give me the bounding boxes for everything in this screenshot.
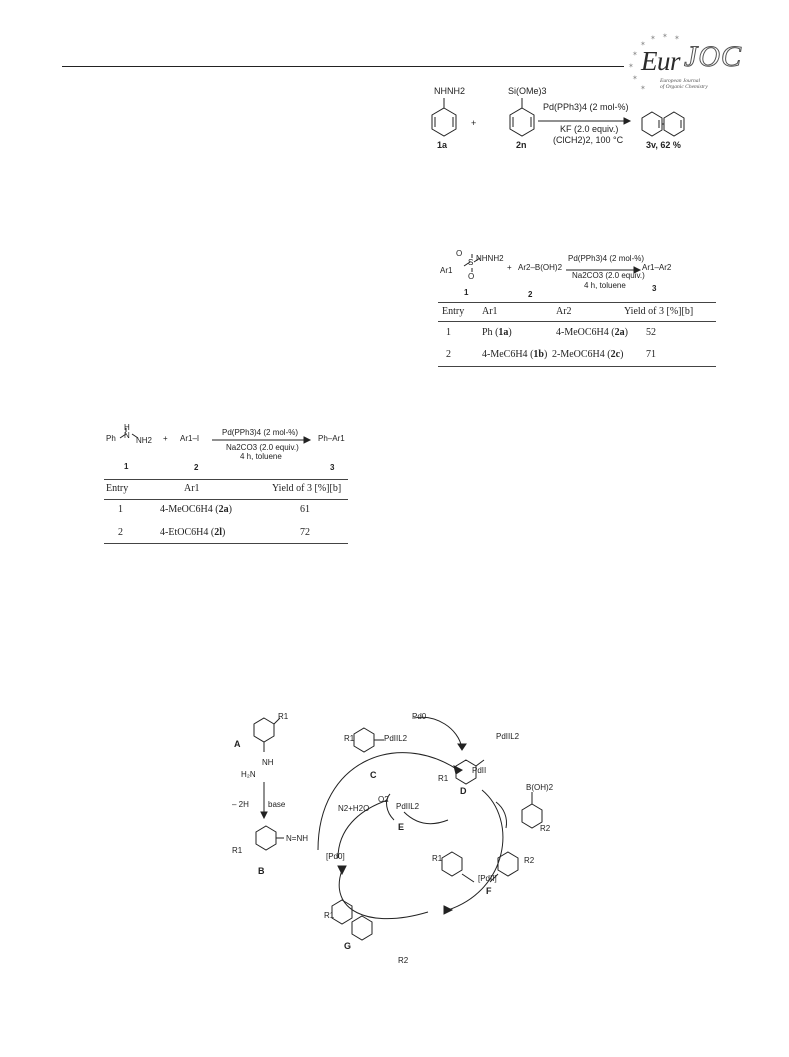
ar1-prefix: Ar1 — [440, 266, 453, 275]
pdl2-D: PdIIL2 — [496, 732, 520, 741]
compound-id-1: 1 — [464, 288, 469, 297]
benzene-ring-B — [256, 826, 284, 850]
product-label-2: Ar1–Ar2 — [642, 263, 672, 272]
biphenyl-G — [332, 900, 372, 940]
o2-label: O2 — [378, 795, 389, 804]
benzene-ring-1a — [432, 98, 456, 136]
table-cell-entry: 2 — [446, 349, 451, 360]
catalyst-label-2: Pd(PPh3)4 (2 mol-%) — [568, 254, 645, 263]
aryl-iodide-label: Ar1–I — [180, 434, 200, 443]
col-header-entry: Entry — [106, 483, 129, 494]
plus-sign-2: + — [507, 263, 512, 272]
additive-label: KF (2.0 equiv.) — [560, 124, 619, 134]
header-rule — [62, 66, 624, 67]
conditions-label-3: 4 h, toluene — [240, 452, 282, 461]
table-cell-ar1: Ph (1a) — [482, 327, 512, 338]
product-label-3: Ph–Ar1 — [318, 434, 345, 443]
label-G: G — [344, 941, 352, 951]
product-yield-label: 3v, 62 % — [646, 140, 681, 150]
r1-D: R1 — [438, 774, 449, 783]
r1-A: R1 — [278, 712, 289, 721]
base-label: base — [268, 800, 286, 809]
logo-joc: JOC — [684, 40, 742, 73]
pdl2-C: PdIIL2 — [384, 734, 408, 743]
compound-id-3: 3 — [652, 284, 657, 293]
conditions-label-2: 4 h, toluene — [584, 281, 626, 290]
r2-boronic: R2 — [540, 824, 551, 833]
plus-sign-3: + — [163, 434, 168, 443]
step-label: – 2H — [232, 800, 249, 809]
benzene-ring-C — [354, 728, 384, 752]
table-rule-top — [438, 302, 716, 303]
table-cell-yield: 61 — [300, 504, 310, 515]
compound-id-1: 1 — [124, 462, 129, 471]
label-A: A — [234, 739, 241, 749]
table-cell-entry: 1 — [118, 504, 123, 515]
table-rule-bottom — [438, 366, 716, 367]
col-header-yield: Yield of 3 [%][b] — [272, 483, 342, 494]
benzene-ring-A — [254, 718, 280, 752]
catalyst-label-3: Pd(PPh3)4 (2 mol-%) — [222, 428, 299, 437]
pdl2-E: PdIIL2 — [396, 802, 420, 811]
nh2-label: NH2 — [136, 436, 153, 445]
benzene-ring-boronic — [522, 792, 542, 828]
table-cell-entry: 2 — [118, 527, 123, 538]
label-C: C — [370, 770, 377, 780]
table-cell-entry: 1 — [446, 327, 451, 338]
r2-F: R2 — [524, 856, 535, 865]
label-E: E — [398, 822, 405, 832]
boronic-label: B(OH)2 — [526, 783, 554, 792]
reactant-2n-label: Si(OMe)3 — [508, 86, 547, 96]
compound-id-3: 3 — [330, 463, 335, 472]
pd0-label: Pd0 — [412, 712, 427, 721]
table-cell-ar1: 4-MeC6H4 (1b) — [482, 349, 548, 360]
benzene-ring-2n — [510, 98, 534, 136]
table-rule-bottom — [104, 543, 348, 544]
col-header-yield: Yield of 3 [%][b] — [624, 306, 694, 317]
azo-label: N=NH — [286, 834, 309, 843]
table-cell-yield: 72 — [300, 527, 310, 538]
sulfonyl-hydrazide-label: NHNH2 — [476, 254, 504, 263]
reactant-1a-label: NHNH2 — [434, 86, 466, 96]
logo-subtitle: European Journal of Organic Chemistry — [660, 78, 708, 90]
table-rule-mid — [104, 499, 348, 500]
biphenyl-3v — [642, 112, 684, 136]
n2h2o-label: N2+H2O — [338, 804, 370, 813]
compound-id-2n: 2n — [516, 140, 527, 150]
table-cell-ar2: 4-MeOC6H4 (2a) — [556, 327, 628, 338]
pdII-bracket-label: [PdII] — [478, 874, 497, 883]
col-header-ar2: Ar2 — [556, 306, 572, 317]
label-D: D — [460, 786, 467, 796]
table-cell-ar1: 4-MeOC6H4 (2a) — [160, 504, 232, 515]
col-header-entry: Entry — [442, 306, 465, 317]
benzene-ring-F-left — [442, 852, 462, 876]
r1-B: R1 — [232, 846, 243, 855]
logo-eur: Eur — [641, 46, 680, 76]
table-rule-mid — [438, 321, 716, 322]
base-label-3: Na2CO3 (2.0 equiv.) — [226, 443, 299, 452]
pdII-D: PdII — [472, 766, 487, 775]
catalyst-label: Pd(PPh3)4 (2 mol-%) — [543, 102, 629, 112]
table-cell-yield: 71 — [646, 349, 656, 360]
col-header-ar1: Ar1 — [482, 306, 498, 317]
phenyl-label: Ph — [106, 434, 116, 443]
solvent-label: (ClCH2)2, 100 °C — [553, 135, 624, 145]
compound-id-1a: 1a — [437, 140, 448, 150]
boronic-acid-label: Ar2–B(OH)2 — [518, 263, 563, 272]
r1-F: R1 — [432, 854, 443, 863]
table-cell-ar1: 4-EtOC6H4 (2l) — [160, 527, 226, 538]
r2-G: R2 — [398, 956, 409, 965]
table-rule-top — [104, 479, 348, 480]
r1-G: R1 — [324, 911, 335, 920]
journal-logo: ✶ ✶ ✶ ✶ ✶ ✶ ✶ ✶ Eur JOC European Journal of Organic Chemistry — [628, 33, 742, 92]
plus-sign: + — [471, 118, 477, 128]
compound-id-2: 2 — [194, 463, 199, 472]
col-header-ar1: Ar1 — [184, 483, 200, 494]
compound-id-2: 2 — [528, 290, 533, 299]
label-F: F — [486, 886, 492, 896]
label-B: B — [258, 866, 265, 876]
pd0-bracket-label: [Pd0] — [326, 852, 345, 861]
base-label-2: Na2CO3 (2.0 equiv.) — [572, 271, 645, 280]
r1-C: R1 — [344, 734, 355, 743]
table-cell-yield: 52 — [646, 327, 656, 338]
table-cell-ar2: 2-MeOC6H4 (2c) — [552, 349, 624, 360]
